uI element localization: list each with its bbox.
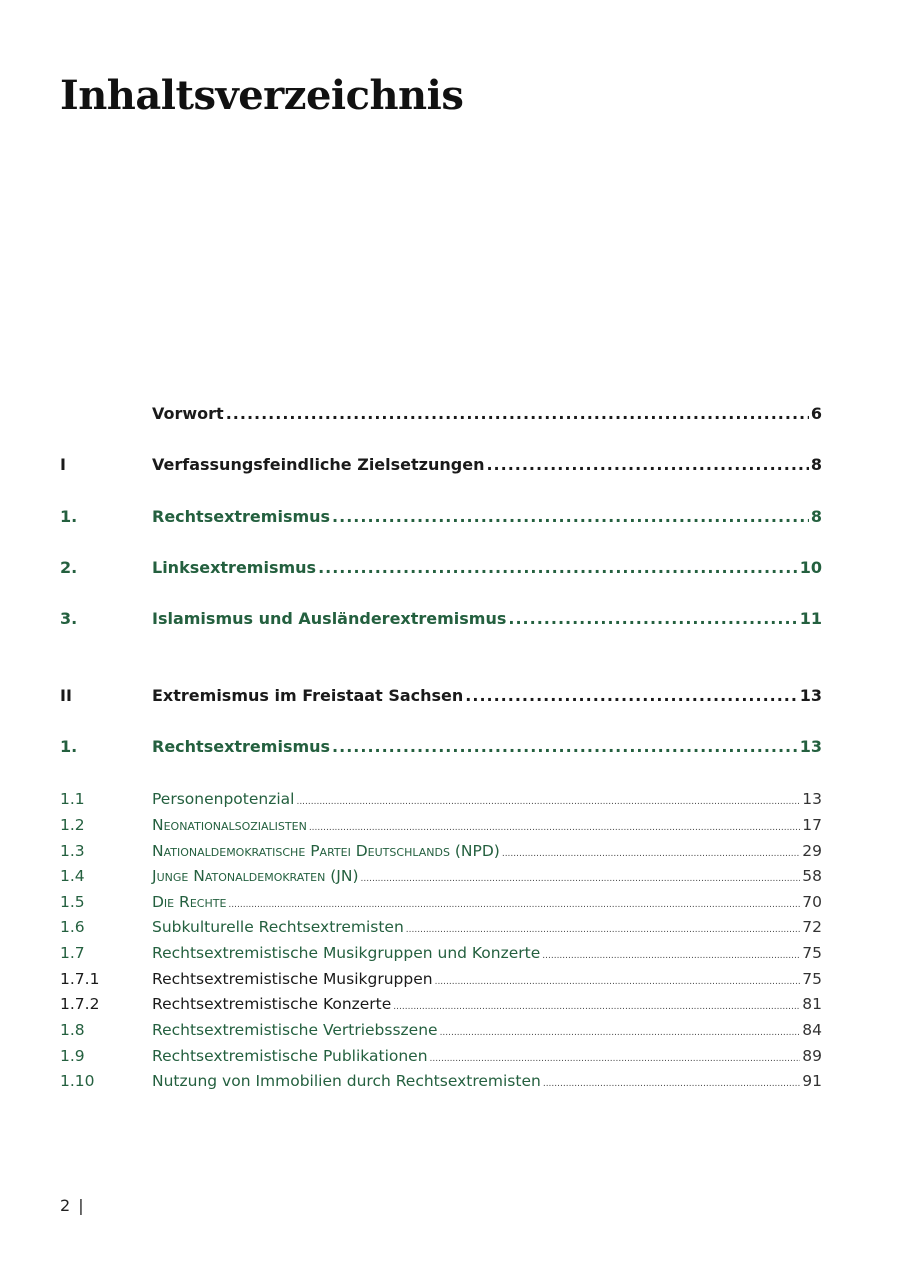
dot-leader [332,737,798,756]
toc-entry-page: 75 [802,970,822,988]
toc-entry-title[interactable]: Islamismus und Ausländerextremismus [152,609,507,628]
dot-leader [309,823,800,833]
toc-entry-title[interactable]: Nationaldemokratische Partei Deutschlands (NPD) [152,842,500,860]
dot-leader [406,925,800,935]
toc-entry[interactable] [60,816,822,834]
toc-entry-page: 13 [799,737,822,756]
toc-entry-title[interactable]: Die Rechte [152,893,227,911]
dot-leader [440,1028,801,1038]
toc-entry[interactable] [60,790,822,808]
toc-entry-title[interactable]: Neonationalsozialisten [152,816,307,834]
toc-entry-number: 1.5 [60,893,85,911]
toc-entry-title[interactable]: Rechtsextremismus [152,507,331,526]
toc-entry-number: 1.7.1 [60,970,100,988]
toc-entry-page: 81 [802,995,822,1013]
toc-entry-number: 1. [60,507,78,526]
toc-entry-number: 3. [60,609,78,628]
dot-leader [226,404,809,423]
toc-entry[interactable] [60,455,822,474]
toc-entry-title[interactable]: Rechtsextremismus [152,737,331,756]
toc-entry[interactable] [60,404,822,423]
dot-leader [542,951,800,961]
toc-entry[interactable] [60,918,822,936]
toc-entry-page: 75 [802,944,822,962]
toc-entry-number: 1.1 [60,790,85,808]
dot-leader [543,1079,800,1089]
toc-entry[interactable] [60,558,822,577]
toc-entry-number: 1.7 [60,944,85,962]
dot-leader [435,977,801,987]
toc-entry[interactable] [60,842,822,860]
dot-leader [296,797,800,807]
dot-leader [228,900,800,910]
toc-entry-page: 70 [802,893,822,911]
toc-entry-title[interactable]: Vorwort [152,404,224,423]
toc-entry-number: 1.4 [60,867,85,885]
dot-leader [332,507,809,526]
toc-entry-title[interactable]: Rechtsextremistische Publikationen [152,1047,428,1065]
toc-entry[interactable] [60,893,822,911]
toc-entry-number: 2. [60,558,78,577]
dot-leader [393,1002,800,1012]
toc-entry-number: 1.3 [60,842,85,860]
dot-leader [318,558,798,577]
toc-entry-page: 72 [802,918,822,936]
toc-entry[interactable] [60,609,822,628]
page-title: Inhaltsverzeichnis [60,72,464,119]
footer-separator: | [78,1196,84,1215]
toc-entry-number: 1.9 [60,1047,85,1065]
toc-entry-page: 91 [802,1072,822,1090]
toc-entry-title[interactable]: Rechtsextremistische Konzerte [152,995,392,1013]
toc-entry-number: 1.8 [60,1021,85,1039]
dot-leader [502,849,800,859]
toc-entry-page: 8 [810,507,822,526]
toc-entry-number: 1.10 [60,1072,95,1090]
toc-entry[interactable] [60,1072,822,1090]
toc-entry-number: 1.2 [60,816,85,834]
toc-entry-title[interactable]: Subkulturelle Rechtsextremisten [152,918,404,936]
toc-entry-page: 13 [799,686,822,705]
toc-entry-page: 10 [799,558,822,577]
dot-leader [508,609,797,628]
toc-entry[interactable] [60,507,822,526]
toc-entry-title[interactable]: Rechtsextremistische Musikgruppen [152,970,433,988]
dot-leader [361,874,801,884]
toc-entry-title[interactable]: Nutzung von Immobilien durch Rechtsextremisten [152,1072,541,1090]
toc-entry-page: 6 [810,404,822,423]
toc-entry-page: 17 [802,816,822,834]
toc-entry[interactable] [60,737,822,756]
toc-entry-page: 13 [802,790,822,808]
toc-entry[interactable] [60,1021,822,1039]
toc-entry-title[interactable]: Rechtsextremistische Vertriebsszene [152,1021,438,1039]
dot-leader [486,455,808,474]
toc-entry-page: 11 [799,609,822,628]
toc-entry[interactable] [60,1047,822,1065]
page-number: 2 [60,1196,71,1215]
toc-entry-number: 1. [60,737,78,756]
toc-entry[interactable] [60,867,822,885]
toc-entry-title[interactable]: Personenpotenzial [152,790,295,808]
toc-entry-number: 1.7.2 [60,995,100,1013]
toc-entry-page: 84 [802,1021,822,1039]
toc-entry-title[interactable]: Junge Natonaldemokraten (JN) [152,867,359,885]
toc-entry-page: 89 [802,1047,822,1065]
toc-entry-title[interactable]: Verfassungsfeindliche Zielsetzungen [152,455,485,474]
toc-entry-title[interactable]: Rechtsextremistische Musikgruppen und Konzerte [152,944,541,962]
toc-entry-number: II [60,686,72,705]
toc-entry[interactable] [60,686,822,705]
dot-leader [430,1054,801,1064]
toc-entry-title[interactable]: Linksextremismus [152,558,317,577]
toc-entry[interactable] [60,944,822,962]
page-footer [60,1196,84,1215]
toc-entry-page: 29 [802,842,822,860]
dot-leader [465,686,797,705]
toc-entry[interactable] [60,970,822,988]
toc-entry-number: I [60,455,66,474]
toc-entry-number: 1.6 [60,918,85,936]
toc-entry-page: 58 [802,867,822,885]
toc-entry[interactable] [60,995,822,1013]
toc-entry-title[interactable]: Extremismus im Freistaat Sachsen [152,686,464,705]
toc-entry-page: 8 [810,455,822,474]
